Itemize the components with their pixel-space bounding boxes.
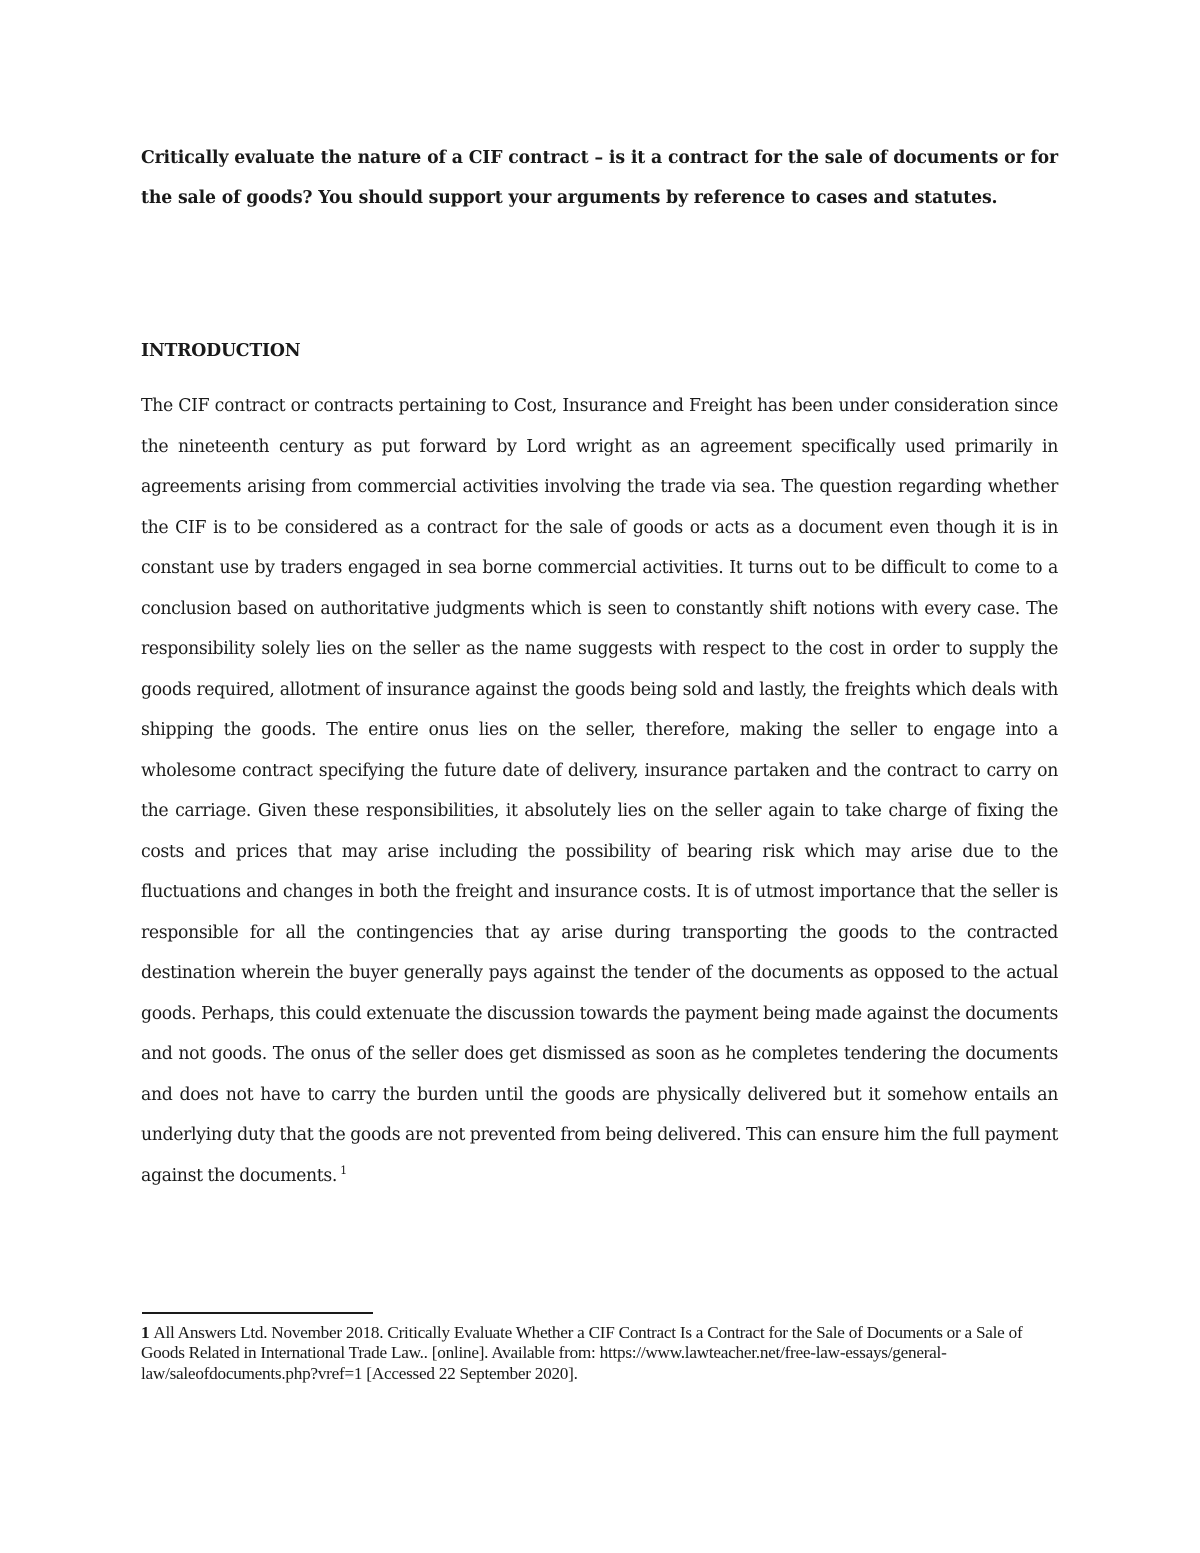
footnote bbox=[141, 1323, 1058, 1384]
essay-question: Critically evaluate the nature of a CIF contract – is it a contract for the sale of documents or for the sale of goods? You should support your arguments by reference to cases and statutes. bbox=[141, 148, 1058, 209]
footnote-number: 1 bbox=[141, 1323, 150, 1342]
footnote-text: All Answers Ltd. November 2018. Critically Evaluate Whether a CIF Contract Is a Contract for the Sale of Documents or a Sale of Goods Related in International Trade Law.. [online]. Available from: https://www.lawteacher.net/free-law-essays/general-law/saleofdocuments.php?vref=1 [Accessed 22 September 2020]. bbox=[141, 1323, 1023, 1383]
body-paragraph bbox=[141, 386, 1058, 1196]
body-paragraph-text: The CIF contract or contracts pertaining to Cost, Insurance and Freight has been under consideration since the nineteenth century as put forward by Lord wright as an agreement specifically used primarily in agreements arising from commercial activities involving the trade via sea. The question regarding whether the CIF is to be considered as a contract for the sale of goods or acts as a document even though it is in constant use by traders engaged in sea borne commercial activities. It turns out to be difficult to come to a conclusion based on authoritative judgments which is seen to constantly shift notions with every case. The responsibility solely lies on the seller as the name suggests with respect to the cost in order to supply the goods required, allotment of insurance against the goods being sold and lastly, the freights which deals with shipping the goods. The entire onus lies on the seller, therefore, making the seller to engage into a wholesome contract specifying the future date of delivery, insurance partaken and the contract to carry on the carriage. Given these responsibilities, it absolutely lies on the seller again to take charge of fixing the costs and prices that may arise including the possibility of bearing risk which may arise due to the fluctuations and changes in both the freight and insurance costs. It is of utmost importance that the seller is responsible for all the contingencies that ay arise during transporting the goods to the contracted destination wherein the buyer generally pays against the tender of the documents as opposed to the actual goods. Perhaps, this could extenuate the discussion towards the payment being made against the documents and not goods. The onus of the seller does get dismissed as soon as he completes tendering the documents and does not have to carry the burden until the goods are physically delivered but it somehow entails an underlying duty that the goods are not prevented from being delivered. This can ensure him the full payment against the documents. bbox=[141, 396, 1058, 1186]
footnote-reference[interactable]: 1 bbox=[340, 1163, 347, 1177]
document-page bbox=[141, 0, 1058, 1553]
footnote-separator bbox=[142, 1312, 373, 1314]
section-heading: INTRODUCTION bbox=[141, 341, 301, 361]
